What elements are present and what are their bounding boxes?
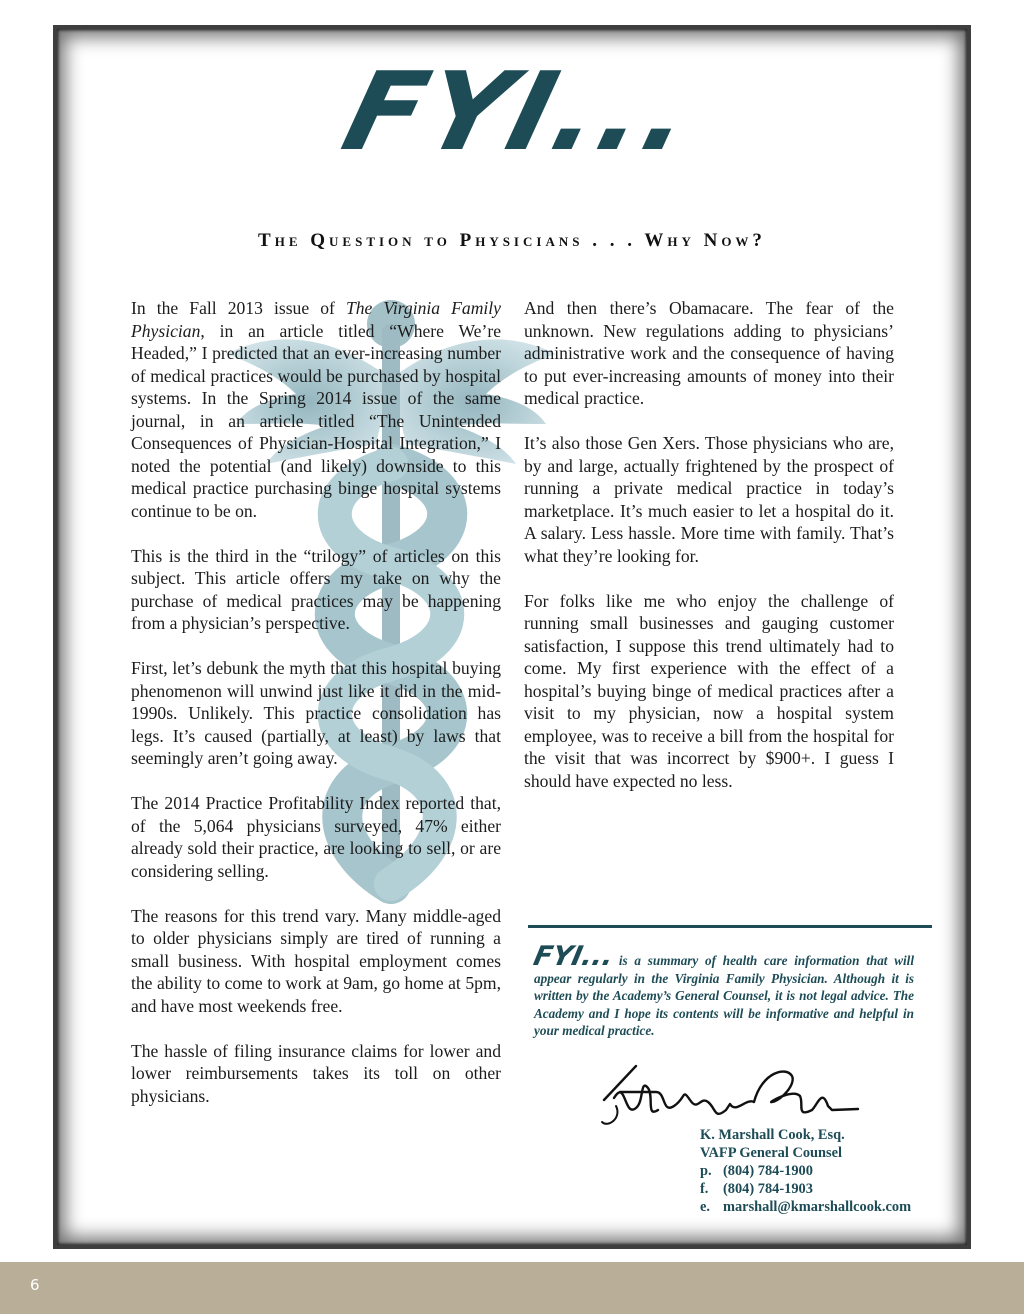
fyi-logo: FYI... <box>331 50 707 175</box>
contact-email[interactable]: e. marshall@kmarshallcook.com <box>700 1199 912 1215</box>
contact-block <box>700 1126 911 1216</box>
right-column <box>524 297 894 792</box>
fyi-disclaimer <box>530 941 914 1040</box>
left-column <box>131 297 501 1107</box>
page-number: 6 <box>30 1276 40 1294</box>
section-divider <box>528 925 932 928</box>
contact-fax: f. (804) 784-1903 <box>700 1181 813 1197</box>
paragraph: First, let’s debunk the myth that this hospital buying phenomenon will unwind just like it did in the mid-1990s. Unlikely. This practice consolidation has legs. It’s caused (partially, at least) by laws that seemingly aren’t going away. <box>131 658 501 768</box>
paragraph: It’s also those Gen Xers. Those physicians who are, by and large, actually frightened by the prospect of running a private medical practice in today’s marketplace. It’s much easier to let a hospital do it. A salary. Less hassle. More time with family. That’s what they’re looking for. <box>524 433 894 566</box>
fyi-mini-logo: FYI... <box>530 941 617 972</box>
article-headline: The Question to Physicians . . . Why Now? <box>258 230 766 251</box>
paragraph: And then there’s Obamacare. The fear of the unknown. New regulations adding to physicians’ administrative work and the consequence of having to put ever-increasing amounts of money into their medical practice. <box>524 298 894 408</box>
contact-title: VAFP General Counsel <box>700 1145 843 1161</box>
paragraph: For folks like me who enjoy the challenge of running small businesses and gauging customer satisfaction, I suppose this trend ultimately had to come. My first experience with the effect of a hospital’s buying binge of medical practices after a visit to my physician, now a hospital system employee, was to receive a bill from the hospital for the visit that was incorrect by $900+. I guess I should have expected no less. <box>524 590 894 791</box>
paragraph: The reasons for this trend vary. Many middle-aged to older physicians simply are tired of running a small business. With hospital employment comes the ability to come to work at 9am, go home at 5pm, and have most weekends free. <box>131 905 501 1016</box>
paragraph: In the Fall 2013 issue of The Virginia Family Physician, in an article titled “Where We’re Headed,” I predicted that an ever-increasing number of medical practices would be purchased by hospital systems. In the Spring 2014 issue of the same journal, in an article titled “The Unintended Consequences of Physician-Hospital Integration,” I noted the potential (and likely) downside to this medical practice purchasing binge hospital systems continue to be on. <box>131 298 501 521</box>
contact-phone: p. (804) 784-1900 <box>700 1163 813 1179</box>
page-footer <box>0 1262 1024 1314</box>
paragraph: The 2014 Practice Profitability Index reported that, of the 5,064 physicians surveyed, 47% either already sold their practice, are looking to sell, or are considering selling. <box>131 793 501 881</box>
paragraph: This is the third in the “trilogy” of articles on this subject. This article offers my take on why the purchase of medical practices may be happening from a physician’s perspective. <box>131 545 501 633</box>
paragraph: The hassle of filing insurance claims for lower and lower reimbursements takes its toll on other physicians. <box>131 1040 501 1106</box>
disclaimer-text: is a summary of health care information that will appear regularly in the Virginia Family Physician. Although it is written by the Academy’s General Counsel, it is not legal advice. The Academy and I hope its contents will be informative and helpful in your medical practice. <box>534 953 914 1039</box>
contact-name: K. Marshall Cook, Esq. <box>700 1127 845 1143</box>
